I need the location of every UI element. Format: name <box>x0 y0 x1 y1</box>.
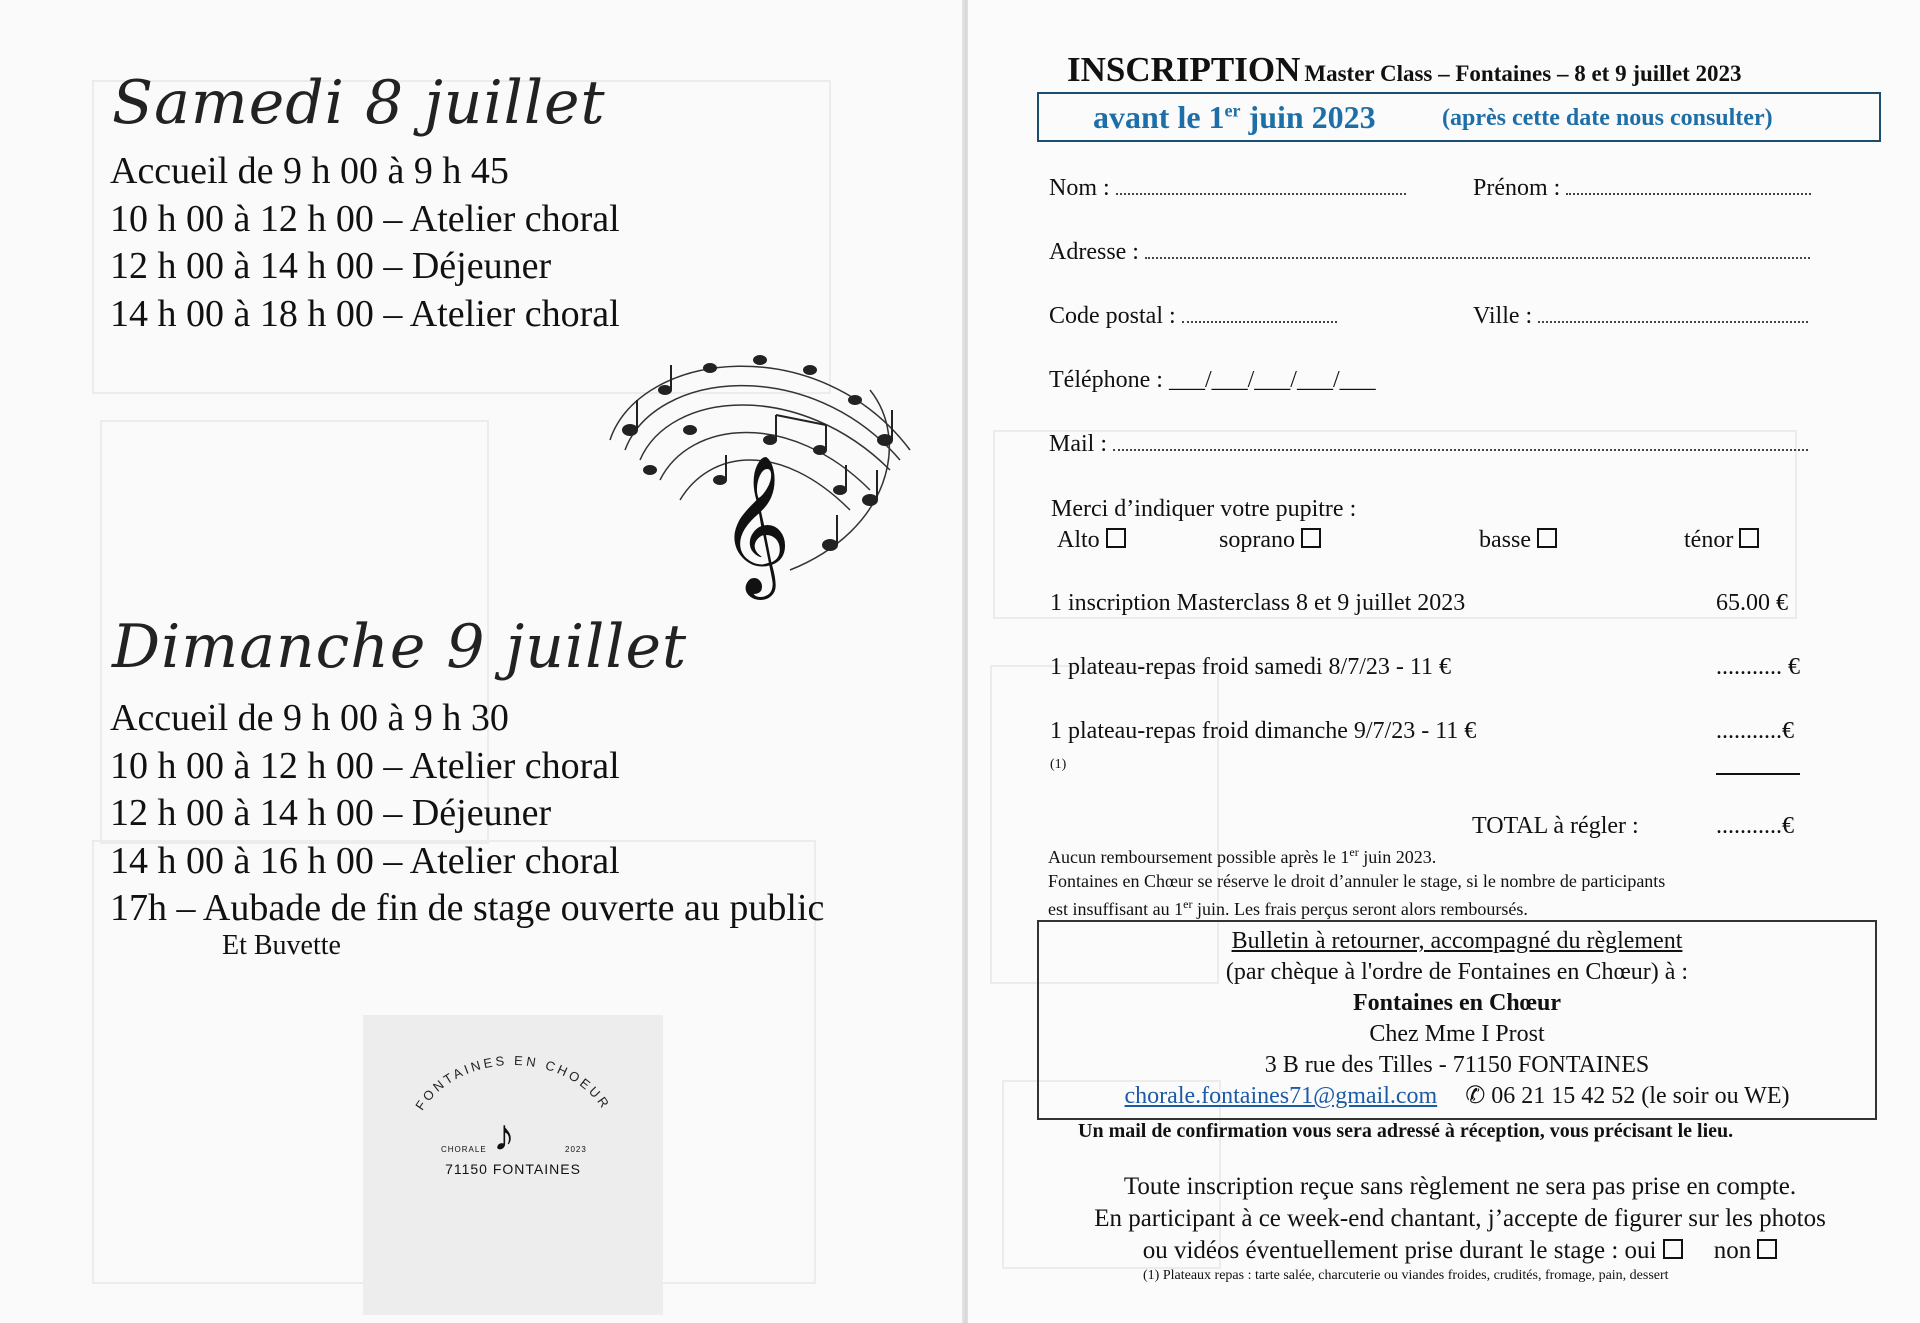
payment-required-notice: Toute inscription reçue sans règlement ne sera pas prise en compte. <box>1123 1173 1797 1200</box>
line-item-amount[interactable]: ........... € <box>1716 654 1800 680</box>
mail-field[interactable]: Mail : <box>1049 431 1808 458</box>
cancel-notice: Fontaines en Chœur se réserve le droit d’annuler le stage, si le nombre de participants <box>1048 871 1666 891</box>
sunday-title: Dimanche 9 juillet <box>112 612 688 682</box>
deadline-note: (après cette date nous consulter) <box>1442 105 1773 131</box>
checkbox-icon <box>1301 528 1321 548</box>
payment-instructions: (par chèque à l'ordre de Fontaines en Chœur) à : <box>1225 959 1689 985</box>
checkbox-icon <box>1106 528 1126 548</box>
schedule-item: 14 h 00 à 16 h 00 – Atelier choral <box>110 839 620 882</box>
recipient-name: Fontaines en Chœur <box>1352 990 1562 1016</box>
recipient-address: 3 B rue des Tilles - 71150 FONTAINES <box>1264 1052 1650 1078</box>
music-note-icon: ♪ <box>493 1111 515 1160</box>
confirmation-notice: Un mail de confirmation vous sera adressé à réception, vous précisant le lieu. <box>1078 1120 1734 1142</box>
schedule-item: Accueil de 9 h 00 à 9 h 45 <box>110 150 509 192</box>
refund-notice: Aucun remboursement possible après le 1er juin 2023. <box>1048 845 1437 867</box>
sunday-schedule <box>110 695 824 933</box>
deadline-box <box>1037 92 1881 142</box>
telephone-field[interactable]: Téléphone : ___/___/___/___/___ <box>1049 367 1376 393</box>
return-address-box <box>1037 920 1877 1120</box>
schedule-item: 10 h 00 à 12 h 00 – Atelier choral <box>110 744 620 787</box>
phone-number: ✆ 06 21 15 42 52 (le soir ou WE) <box>1465 1083 1790 1109</box>
form-title <box>1067 50 1742 90</box>
ville-field[interactable]: Ville : <box>1473 303 1808 330</box>
svg-text:𝄞: 𝄞 <box>720 455 791 594</box>
line-item-label: 1 plateau-repas froid dimanche 9/7/23 - 11 € <box>1050 718 1477 744</box>
logo-year: 2023 <box>565 1145 587 1154</box>
photo-consent-text: En participant à ce week-end chantant, j’accepte de figurer sur les photos <box>1094 1205 1826 1232</box>
music-notes-illustration <box>570 330 930 600</box>
schedule-item: 17h – Aubade de fin de stage ouverte au public <box>110 887 825 929</box>
email-link[interactable]: chorale.fontaines71@gmail.com <box>1124 1083 1438 1109</box>
nom-field[interactable]: Nom : <box>1049 175 1406 202</box>
choir-logo <box>363 1015 663 1315</box>
consent-non-checkbox[interactable]: non <box>1714 1237 1778 1264</box>
total-amount[interactable]: ...........€ <box>1716 813 1794 839</box>
form-title-sub: Master Class – Fontaines – 8 et 9 juillet 2023 <box>1304 61 1742 86</box>
logo-city: 71150 FONTAINES <box>445 1161 581 1177</box>
logo-chorale: CHORALE <box>441 1145 487 1154</box>
checkbox-icon <box>1537 528 1557 548</box>
deadline-date: avant le 1er juin 2023 <box>1093 99 1376 135</box>
schedule-item: Accueil de 9 h 00 à 9 h 30 <box>110 697 509 739</box>
recipient-care-of: Chez Mme I Prost <box>1369 1021 1545 1047</box>
consent-oui-checkbox[interactable]: oui <box>1625 1237 1683 1264</box>
subtotal-rule <box>1716 773 1800 775</box>
contact-line <box>1039 1081 1875 1112</box>
line-item-label: 1 plateau-repas froid samedi 8/7/23 - 11 € <box>1050 654 1451 680</box>
code-postal-field[interactable]: Code postal : <box>1049 303 1337 330</box>
line-item-amount[interactable]: ...........€ <box>1716 718 1794 744</box>
total-label: TOTAL à régler : <box>1472 813 1639 839</box>
checkbox-icon <box>1757 1239 1777 1259</box>
voice-tenor-checkbox[interactable]: ténor <box>1684 527 1759 554</box>
schedule-item: 12 h 00 à 14 h 00 – Déjeuner <box>110 792 552 834</box>
schedule-item: 12 h 00 à 14 h 00 – Déjeuner <box>110 245 552 287</box>
checkbox-icon <box>1739 528 1759 548</box>
cancel-notice-cont: est insuffisant au 1er juin. Les frais perçus seront alors remboursés. <box>1048 897 1528 919</box>
saturday-title: Samedi 8 juillet <box>112 68 606 138</box>
svg-text:FONTAINES EN CHOEUR <box>412 1053 613 1113</box>
meal-footnote: (1) Plateaux repas : tarte salée, charcuterie ou viandes froides, crudités, fromage, pain, dessert <box>1143 1268 1669 1283</box>
return-instructions: Bulletin à retourner, accompagné du règlement <box>1231 928 1683 954</box>
logo-arc-label: FONTAINES EN CHOEUR <box>412 1052 614 1113</box>
adresse-field[interactable]: Adresse : <box>1049 239 1810 266</box>
voice-basse-checkbox[interactable]: basse <box>1479 527 1557 554</box>
voice-soprano-checkbox[interactable]: soprano <box>1219 527 1321 554</box>
saturday-schedule <box>110 148 620 338</box>
pupitre-label: Merci d’indiquer votre pupitre : <box>1051 496 1357 522</box>
line-item-label: 1 inscription Masterclass 8 et 9 juillet 2023 <box>1050 590 1466 616</box>
schedule-item: 10 h 00 à 12 h 00 – Atelier choral <box>110 197 620 240</box>
footnote-ref: (1) <box>1050 757 1067 772</box>
schedule-item: 14 h 00 à 18 h 00 – Atelier choral <box>110 292 620 335</box>
photo-consent-choice: ou vidéos éventuellement prise durant le stage : oui non <box>1040 1237 1880 1265</box>
buvette-note: Et Buvette <box>222 930 341 961</box>
prenom-field[interactable]: Prénom : <box>1473 175 1811 202</box>
voice-alto-checkbox[interactable]: Alto <box>1057 527 1126 554</box>
form-title-main: INSCRIPTION <box>1067 50 1301 89</box>
line-item-amount: 65.00 € <box>1716 590 1788 616</box>
checkbox-icon <box>1663 1239 1683 1259</box>
